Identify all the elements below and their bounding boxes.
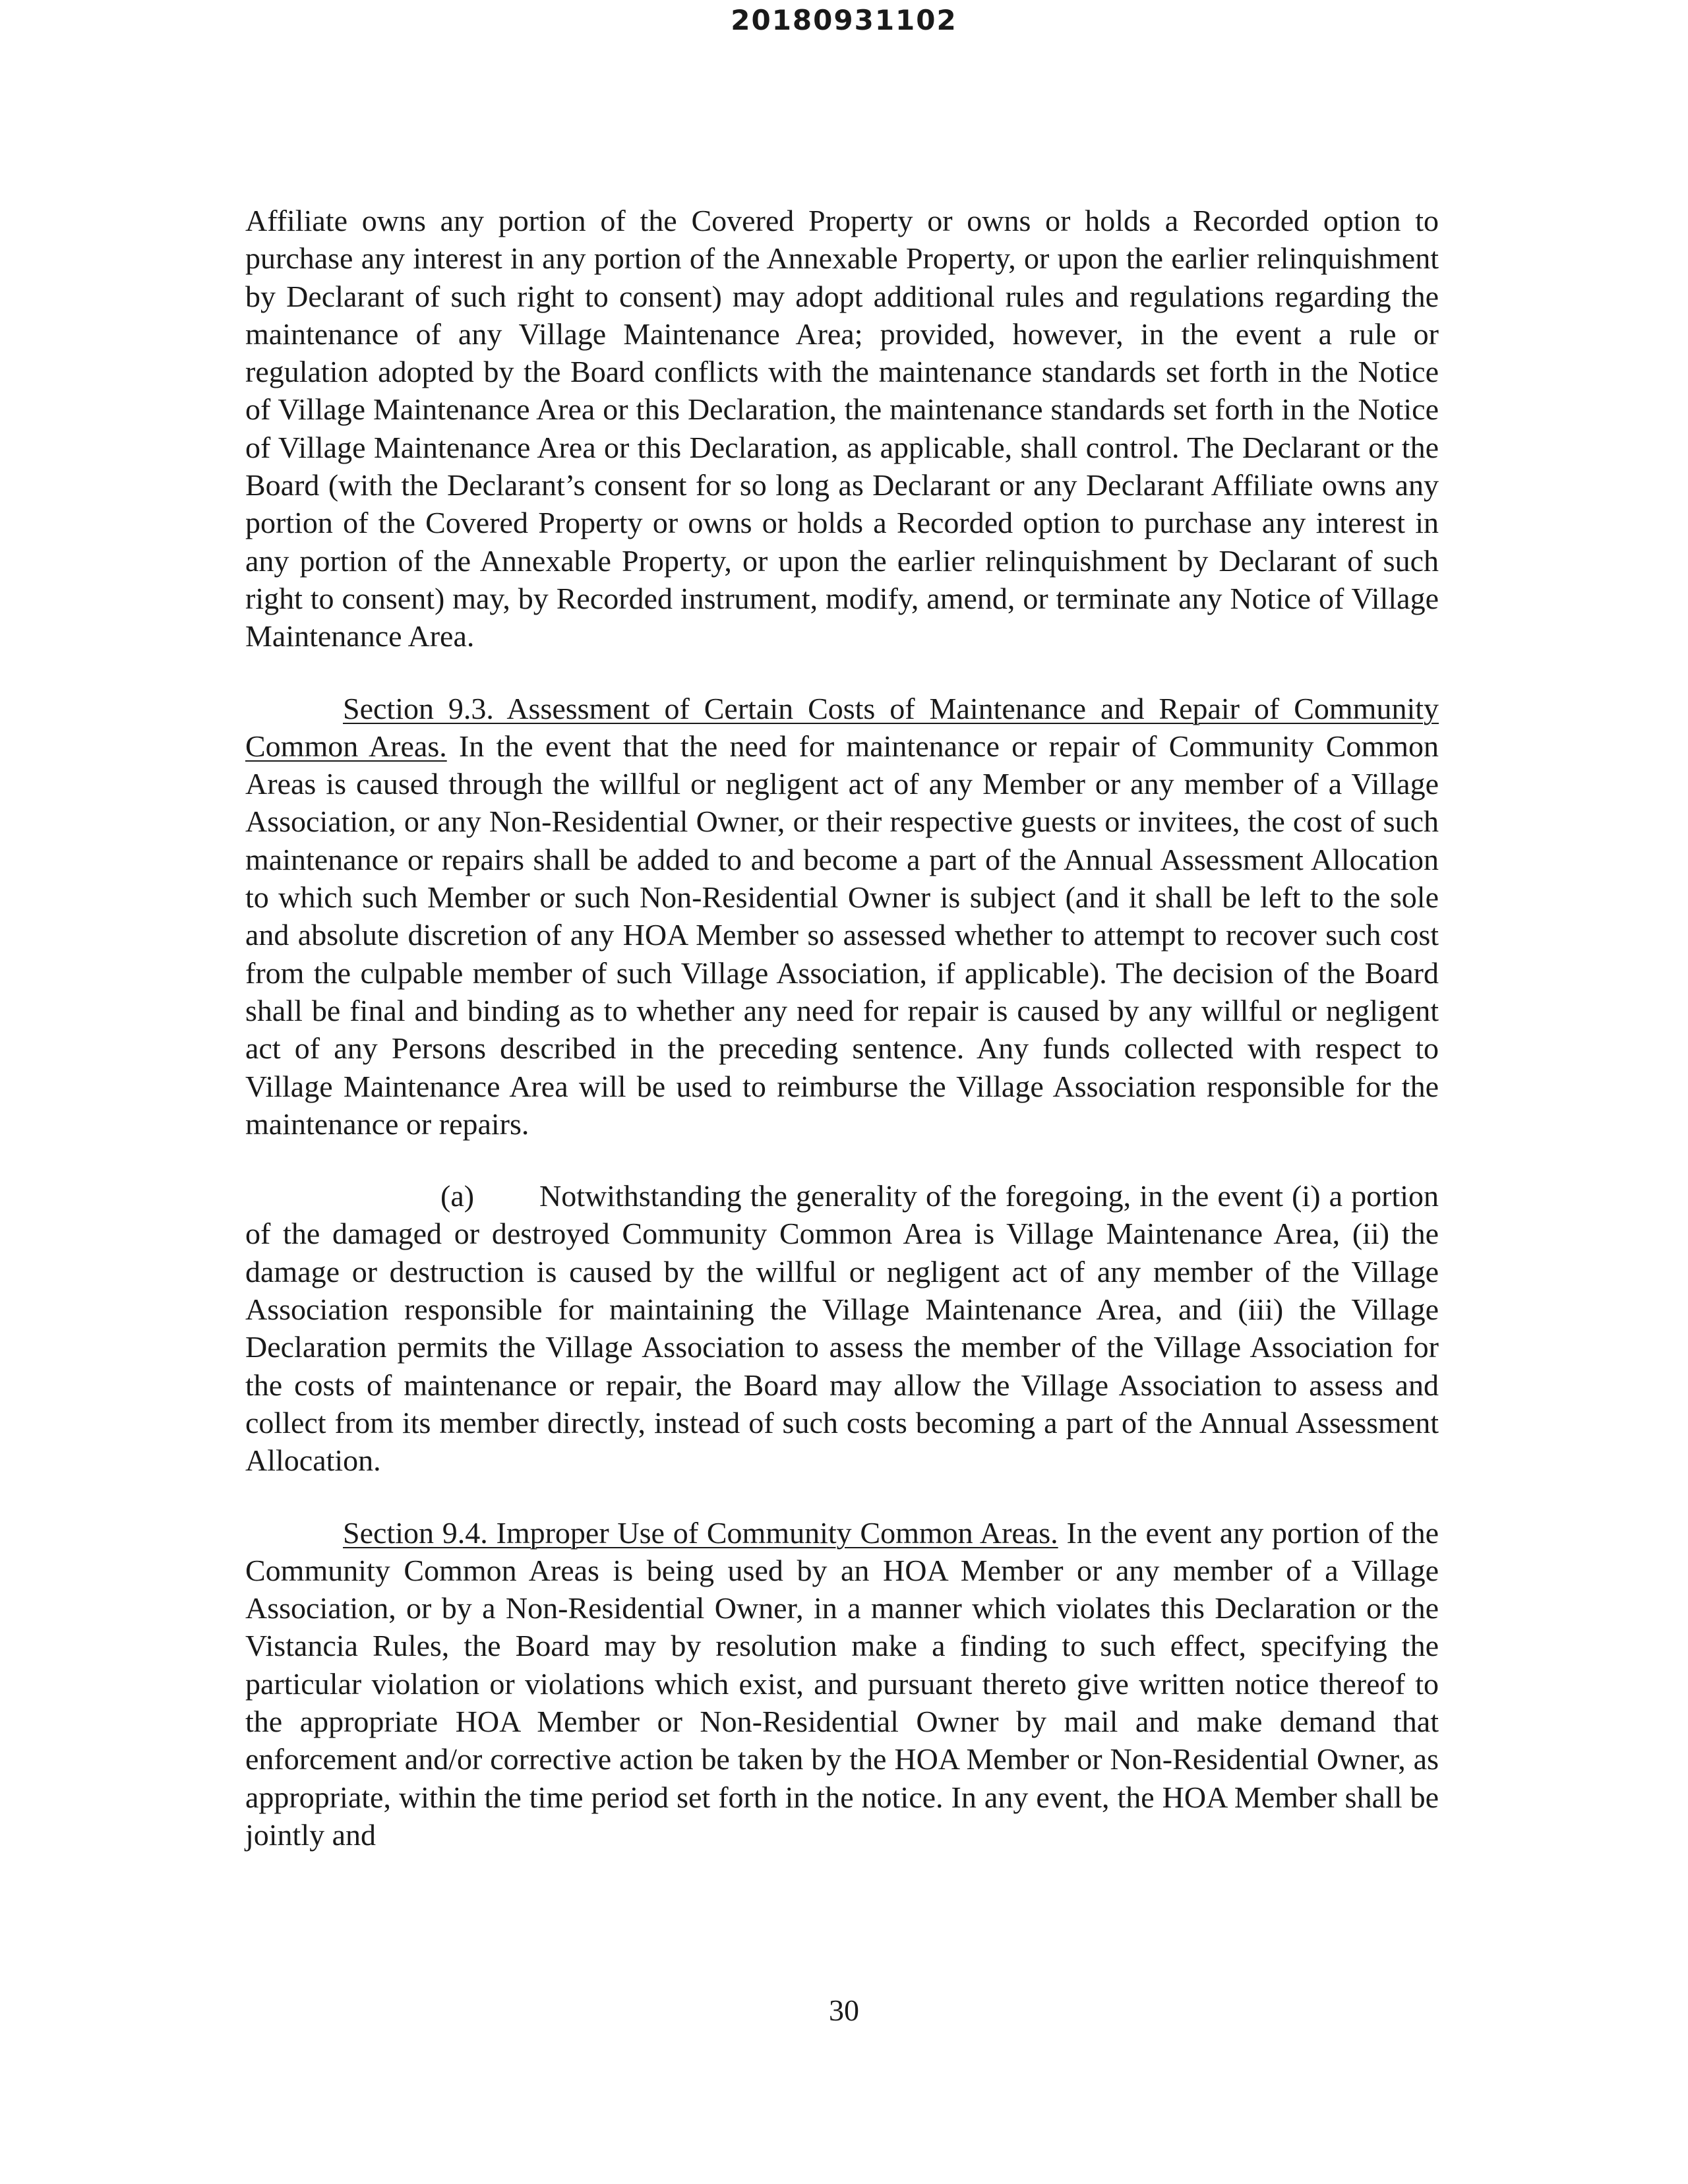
section-9-4-body: In the event any portion of the Community Common Areas is being used by an HOA Member or any member of a Village Association, or by a Non-Residential Owner, in a manner which violates this Declaration or the Vistancia Rules, the Board may by resolution make a finding to such effect, specifying the particular violation or violations which exist, and pursuant thereto give written notice thereof to the appropriate HOA Member or Non-Residential Owner by mail and make demand that enforcement and/or corrective action be taken by the HOA Member or Non-Residential Owner, as appropriate, within the time period set forth in the notice. In any event, the HOA Member shall be jointly and [245,1515,1439,1852]
section-9-3-heading: Section 9.3. Assessment of Certain Costs of Maintenance and Repair of Community Common Areas. [245,691,1439,763]
section-9-4-paragraph [245,1514,1439,1854]
document-body [245,202,1439,1888]
subsection-a-paragraph [245,1177,1439,1479]
recording-number: 20180931102 [731,4,957,36]
section-9-4-heading: Section 9.4. Improper Use of Community Common Areas. [343,1515,1058,1550]
continuation-paragraph: Affiliate owns any portion of the Covered Property or owns or holds a Recorded option to purchase any interest in any portion of the Annexable Property, or upon the earlier relinquishment by Declarant of such right to consent) may adopt additional rules and regulations regarding the maintenance of any Village Maintenance Area; provided, however, in the event a rule or regulation adopted by the Board conflicts with the maintenance standards set forth in the Notice of Village Maintenance Area or this Declaration, the maintenance standards set forth in the Notice of Village Maintenance Area or this Declaration, as applicable, shall control. The Declarant or the Board (with the Declarant’s consent for so long as Declarant or any Declarant Affiliate owns any portion of the Covered Property or owns or holds a Recorded option to purchase any interest in any portion of the Annexable Property, or upon the earlier relinquishment by Declarant of such right to consent) may, by Recorded instrument, modify, amend, or terminate any Notice of Village Maintenance Area. [245,204,1439,653]
subsection-a-body: Notwithstanding the generality of the foregoing, in the event (i) a portion of the damaged or destroyed Community Common Area is Village Maintenance Area, (ii) the damage or destruction is caused by the willful or negligent act of any member of the Village Association responsible for maintaining the Village Maintenance Area, and (iii) the Village Declaration permits the Village Association to assess the member of the Village Association for the costs of maintenance or repair, the Board may allow the Village Association to assess and collect from its member directly, instead of such costs becoming a part of the Annual Assessment Allocation. [245,1179,1439,1478]
section-9-3-paragraph [245,690,1439,1143]
section-9-3-body: In the event that the need for maintenance or repair of Community Common Areas is caused through the willful or negligent act of any Member or any member of a Village Association, or any Non-Residential Owner, or their respective guests or invitees, the cost of such maintenance or repairs shall be added to and become a part of the Annual Assessment Allocation to which such Member or such Non-Residential Owner is subject (and it shall be left to the sole and absolute discretion of any HOA Member so assessed whether to attempt to recover such cost from the culpable member of such Village Association, if applicable). The decision of the Board shall be final and binding as to whether any need for repair is caused by any willful or negligent act of any Persons described in the preceding sentence. Any funds collected with respect to Village Maintenance Area will be used to reimburse the Village Association responsible for the maintenance or repairs. [245,729,1439,1141]
subsection-a-label: (a) [440,1179,475,1213]
page-number: 30 [829,1993,859,2027]
